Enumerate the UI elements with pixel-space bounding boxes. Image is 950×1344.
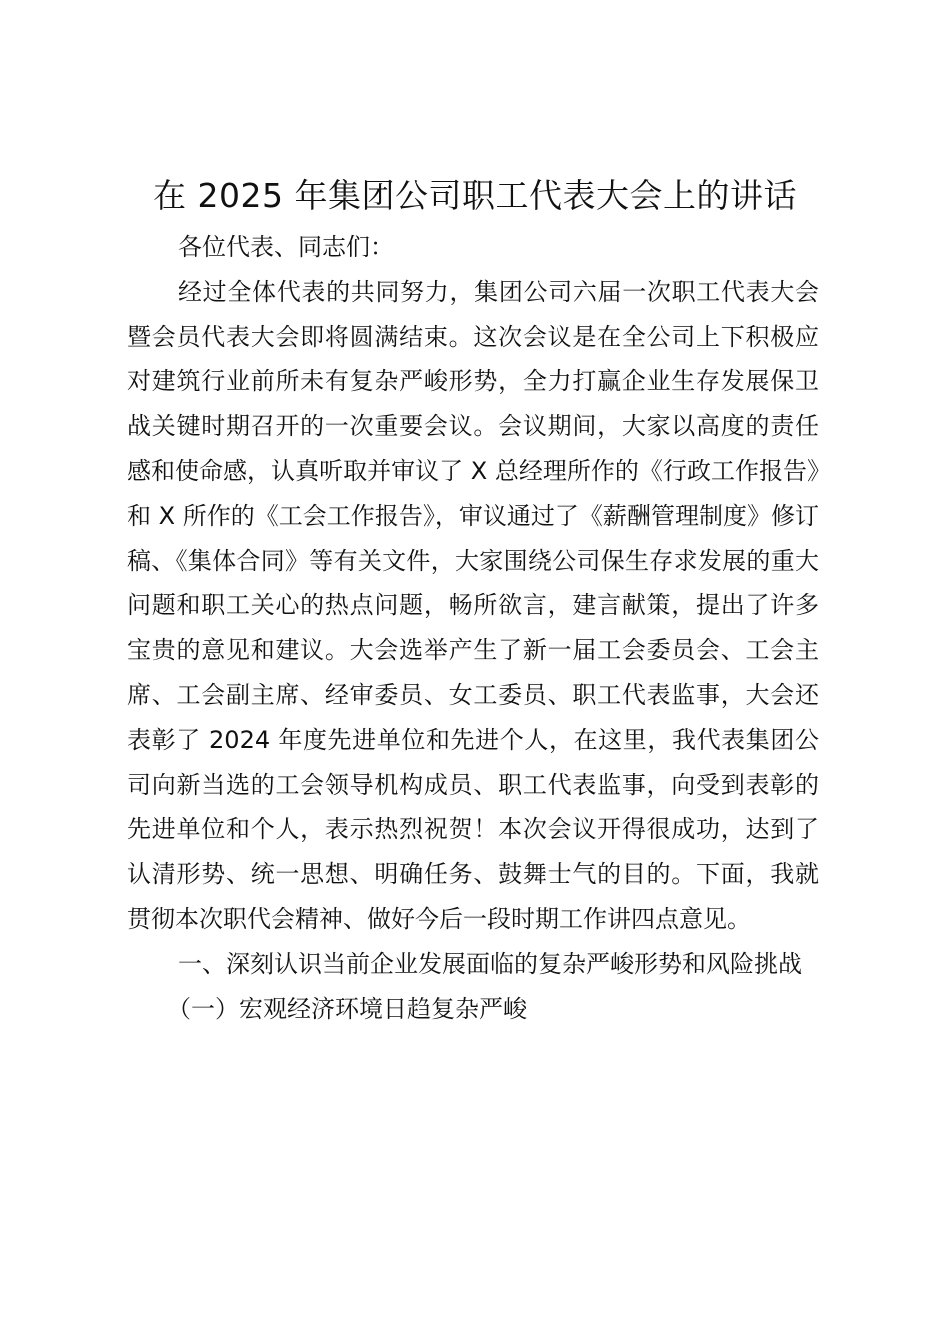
document-title: 在 2025 年集团公司职工代表大会上的讲话: [153, 176, 797, 215]
body-paragraph: 经过全体代表的共同努力，集团公司六届一次职工代表大会暨会员代表大会即将圆满结束。这次会议是在全公司上下积极应对建筑行业前所未有复杂严峻形势，全力打赢企业生存发展保卫战关键时期召开的一次重要会议。会议期间，大家以高度的责任感和使命感，认真听取并审议了 X 总经理所作的《行政工作报告》和 X 所作的《工会工作报告》，审议通过了《薪酬管理制度》修订稿、《集体合同》等有关文件，大家围绕公司保生存求发展的重大问题和职工关心的热点问题，畅所欲言，建言献策，提出了许多宝贵的意见和建议。大会选举产生了新一届工会委员会、工会主席、工会副主席、经审委员、女工委员、职工代表监事，大会还表彰了 2024 年度先进单位和先进个人，在这里，我代表集团公司向新当选的工会领导机构成员、职工代表监事，向受到表彰的先进单位和个人，表示热烈祝贺！本次会议开得很成功，达到了认清形势、统一思想、明确任务、鼓舞士气的目的。下面，我就贯彻本次职代会精神、做好今后一段时期工作讲四点意见。: [127, 277, 819, 933]
document-body: [127, 225, 819, 1031]
subsection-heading: （一）宏观经济环境日趋复杂严峻: [167, 994, 527, 1023]
salutation: 各位代表、同志们：: [178, 233, 394, 261]
section-heading: 一、深刻认识当前企业发展面临的复杂严峻形势和风险挑战: [178, 949, 802, 978]
